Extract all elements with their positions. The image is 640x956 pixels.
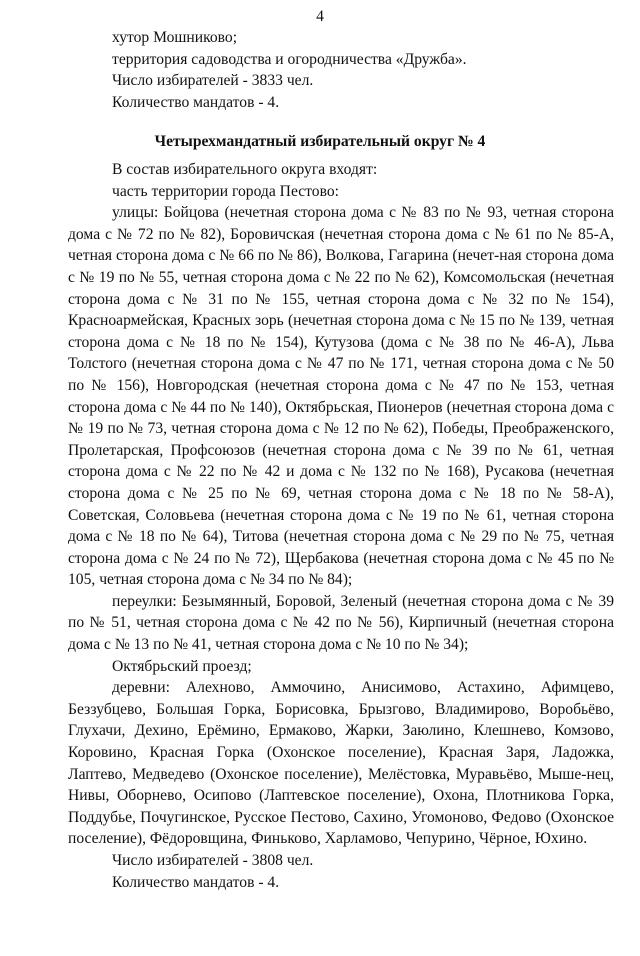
lanes-paragraph: переулки: Безымянный, Боровой, Зеленый (нечетная сторона дома с № 39 по № 51, четная сторона дома с № 42 по № 56), Кирпичный (нечетная сторона дома с № 13 по № 41, четная сторона дома с № 10 по № 34); (68, 592, 614, 654)
streets-paragraph: улицы: Бойцова (нечетная сторона дома с № 83 по № 93, четная сторона дома с № 72 по № 82), Боровичская (нечетная сторона дома с № 61 по № 85-А, четная сторона дома с № 66 по № 86), Волкова, Гагарина (нечет-ная сторона дома с № 19 по № 55, четная сторона дома с № 22 по № 62), Комсомольская (нечетная сторона дома с № 31 по № 155, четная сторона дома с № 32 по № 154), Красноармейская, Красных зорь (нечетная сторона дома с № 15 по № 139, четная сторона дома с № 18 по № 154), Кутузова (дома с № 38 по № 46-А), Льва Толстого (нечетная сторона дома с № 47 по № 171, четная сторона дома с № 50 по № 156), Новгородская (нечетная сторона дома с № 47 по № 153, четная сторона дома с № 44 по № 140), Октябрьская, Пионеров (нечетная сторона дома с № 19 по № 73, четная сторона дома с № 12 по № 62), Победы, Преображенского, Пролетарская, Профсоюзов (нечетная сторона дома с № 39 по № 61, четная сторона дома с № 22 по № 42 и дома с № 132 по № 168), Русакова (нечетная сторона дома с № 25 по № 69, четная сторона дома с № 18 по № 58-А), Советская, Соловьева (нечетная сторона дома с № 19 по № 61, четная сторона дома с № 18 по № 64), Титова (нечетная сторона дома с № 29 по № 75, четная сторона дома с № 24 по № 72), Щербакова (нечетная сторона дома с № 45 по № 105, четная сторона дома с № 34 по № 84); (68, 204, 614, 589)
voters-line: Число избирателей - 3808 чел. (112, 852, 314, 869)
district-heading: Четырехмандатный избирательный округ № 4 (154, 133, 486, 150)
city-part-line: часть территории города Пестово: (112, 182, 339, 200)
top-line-settlement: хутор Мошниково; (112, 29, 238, 46)
mandates-line: Количество мандатов - 4. (112, 873, 280, 891)
intro-line: В состав избирательного округа входят: (112, 161, 378, 178)
previous-district-tail (112, 27, 612, 113)
page-number: 4 (316, 8, 324, 25)
top-line-voters: Число избирателей - 3833 чел. (112, 72, 314, 90)
top-line-mandates: Количество мандатов - 4. (112, 93, 280, 111)
district-body (68, 159, 614, 893)
top-line-territory: территория садоводства и огородничества «Дружба». (112, 50, 467, 68)
passage-line: Октябрьский проезд; (112, 657, 252, 675)
villages-paragraph: деревни: Алехново, Аммочино, Анисимово, Астахино, Афимцево, Беззубцево, Большая Горка, Борисовка, Брызгово, Владимирово, Воробьёво, Глухачи, Дехино, Ерёмино, Ермаково, Жарки, Заюлино, Клешнево, Комзово, Коровино, Красная Горка (Охонское поселение), Красная Заря, Ладожка, Лаптево, Медведево (Охонское поселение), Мелёстовка, Муравьёво, Мыше-нец, Нивы, Оборнево, Осипово (Лаптевское поселение), Охона, Плотникова Горка, Поддубье, Почугинское, Русское Пестово, Сахино, Угомоново, Федово (Охонское поселение), Фёдоровщина, Финьково, Харламово, Чепурино, Чёрное, Юхино. (68, 679, 614, 848)
